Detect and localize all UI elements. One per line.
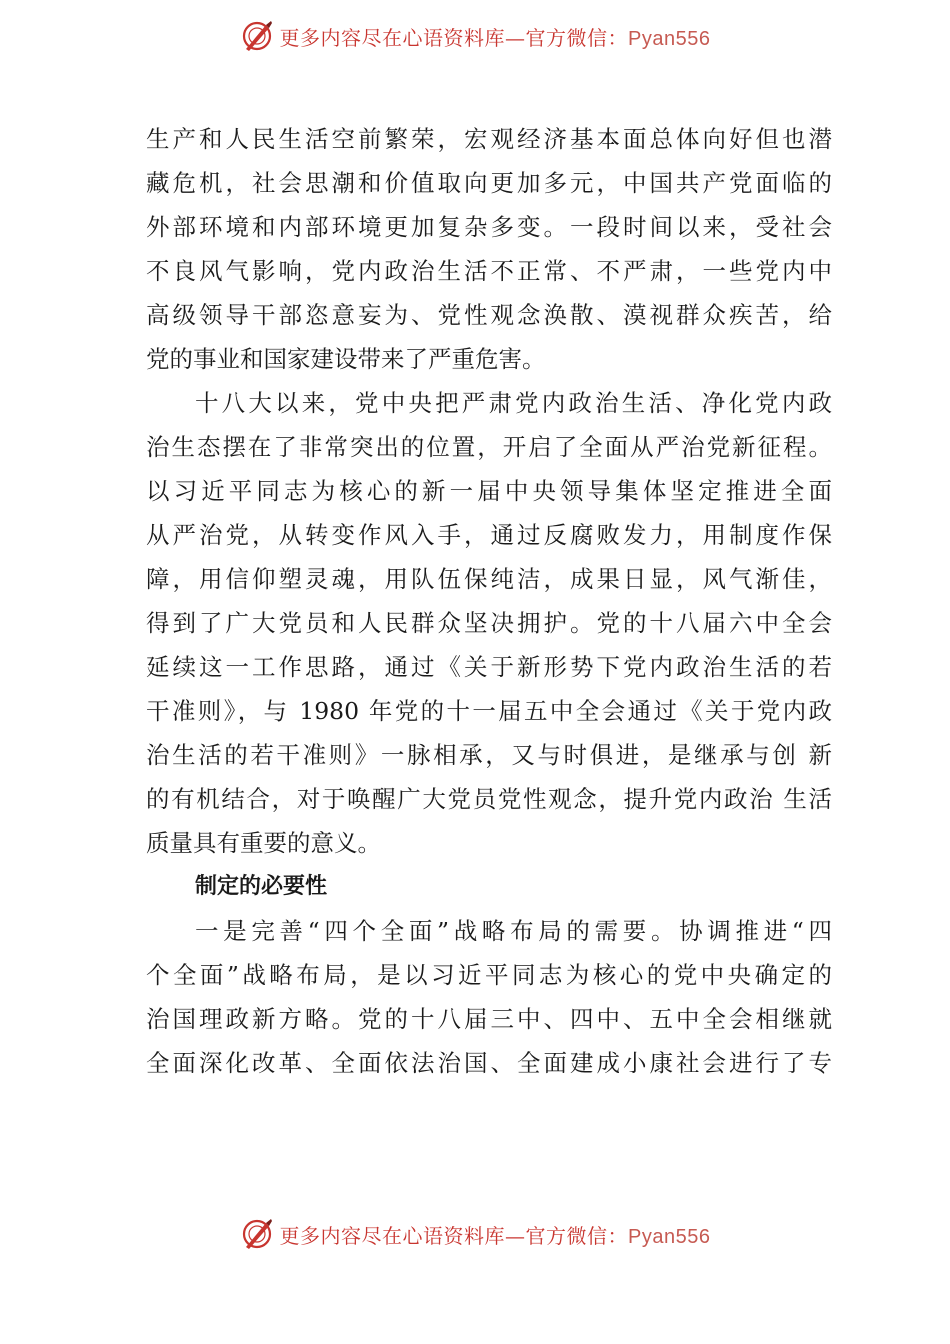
- text-line: 以习近平同志为核心的新一届中央领导集体坚定推进全面: [146, 477, 832, 505]
- text-line: 障，用信仰塑灵魂，用队伍保纯洁，成果日显，风气渐佳，: [146, 565, 832, 593]
- text-line: 高级领导干部恣意妄为、党性观念涣散、漠视群众疾苦，给: [146, 301, 832, 329]
- text-line: 生产和人民生活空前繁荣，宏观经济基本面总体向好但也潜: [146, 125, 832, 153]
- header-watermark: [0, 14, 950, 58]
- text-line: 得到了广大党员和人民群众坚决拥护。党的十八届六中全会: [146, 609, 832, 637]
- text-line: 治国理政新方略。党的十八届三中、四中、五中全会相继就: [146, 1005, 832, 1033]
- footer-watermark: [0, 1212, 950, 1256]
- text-line: 个全面”战略布局，是以习近平同志为核心的党中央确定的: [146, 961, 832, 989]
- document-body: [146, 117, 832, 1085]
- paragraph: [146, 381, 832, 865]
- text-line: 的有机结合，对于唤醒广大党员党性观念，提升党内政治 生活: [146, 785, 832, 813]
- section-heading: 制定的必要性: [195, 874, 328, 899]
- text-line: 治生活的若干准则》一脉相承，又与时俱进，是继承与创 新: [146, 741, 832, 769]
- text-line: 不良风气影响，党内政治生活不正常、不严肃，一些党内中: [146, 257, 832, 285]
- text-line: 外部环境和内部环境更加复杂多变。一段时间以来，受社会: [146, 213, 832, 241]
- text-line: 干准则》，与 1980 年党的十一届五中全会通过《关于党内政: [146, 697, 832, 725]
- watermark-text: 更多内容尽在心语资料库—官方微信：Pyan556: [279, 1223, 711, 1248]
- watermark-text: 更多内容尽在心语资料库—官方微信：Pyan556: [279, 25, 711, 50]
- text-line: 一是完善“四个全面”战略布局的需要。协调推进“四: [195, 917, 832, 945]
- text-line: 从严治党，从转变作风入手，通过反腐败发力，用制度作保: [146, 521, 832, 549]
- text-line: 十八大以来，党中央把严肃党内政治生活、净化党内政: [195, 389, 832, 417]
- text-line: 藏危机，社会思潮和价值取向更加多元，中国共产党面临的: [146, 169, 832, 197]
- paragraph: [146, 117, 832, 381]
- pen-seal-logo-icon: [240, 19, 274, 53]
- text-line: 全面深化改革、全面依法治国、全面建成小康社会进行了专: [146, 1049, 832, 1077]
- text-line: 党的事业和国家建设带来了严重危害。: [146, 345, 546, 373]
- paragraph: [146, 909, 832, 1085]
- text-line: 延续这一工作思路，通过《关于新形势下党内政治生活的若: [146, 653, 832, 681]
- text-line: 治生态摆在了非常突出的位置，开启了全面从严治党新征程。: [146, 433, 832, 461]
- text-line: 质量具有重要的意义。: [146, 829, 381, 857]
- pen-seal-logo-icon: [240, 1217, 274, 1251]
